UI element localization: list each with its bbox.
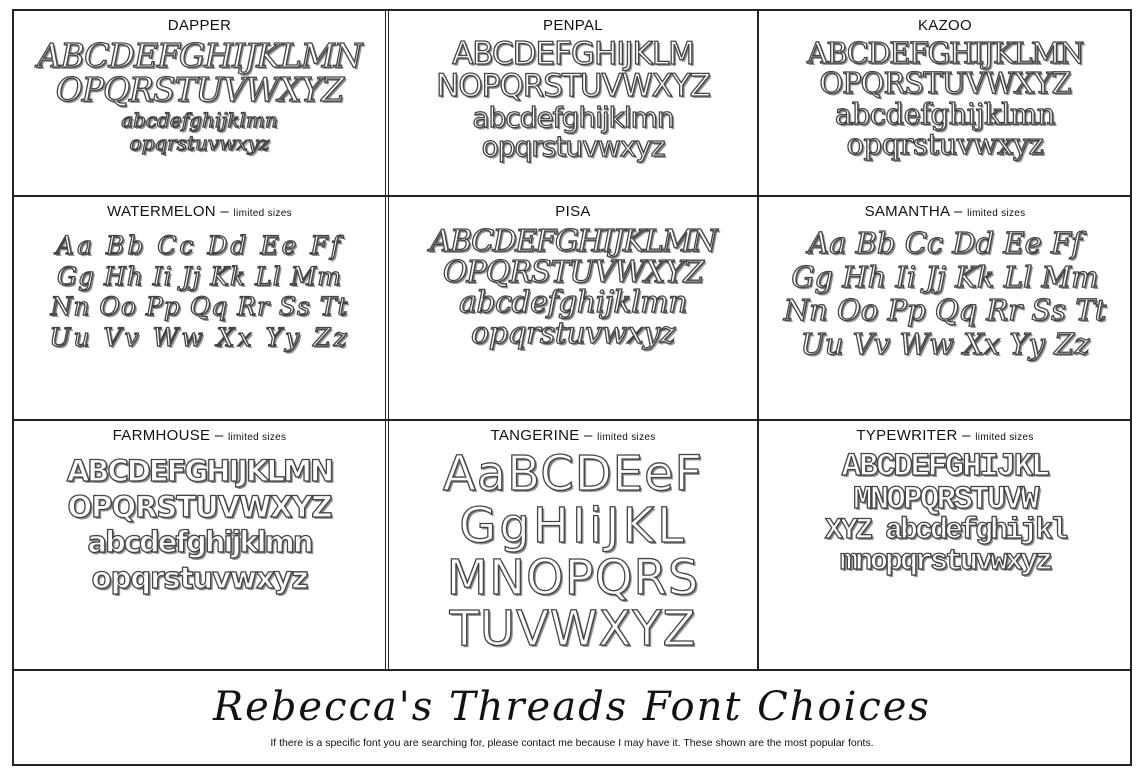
font-sample-line: GgHIiJKL bbox=[459, 497, 687, 554]
font-cell-penpal bbox=[389, 11, 757, 195]
font-sample-line: XYZ abcdefghijkl bbox=[824, 514, 1066, 549]
font-sample-line: opqrstuvwxyz bbox=[471, 315, 675, 351]
grid-divider bbox=[385, 11, 389, 671]
font-sample-line: OPQRSTUVWXYZ bbox=[819, 65, 1071, 100]
font-sample-line: Aa Bb Cc Dd Ee Ff bbox=[808, 226, 1082, 260]
font-sample-line: opqrstuvwxyz bbox=[129, 130, 270, 155]
font-sample-line: ABCDEFGHIJKL bbox=[841, 448, 1049, 485]
font-sample-line: Uu Vv Ww Xx Yy Zz bbox=[49, 322, 350, 352]
font-sample-line: MNOPQRSTUVW bbox=[853, 480, 1037, 518]
font-cell-typewriter bbox=[760, 421, 1130, 671]
font-chart-sheet bbox=[12, 9, 1132, 766]
font-title: WATERMELON – limited sizes bbox=[107, 203, 292, 220]
font-cell-dapper bbox=[14, 11, 385, 195]
font-sample-line: abcdefghijklmn bbox=[121, 108, 278, 133]
font-sample-line: Aa Bb Cc Dd Ee Ff bbox=[56, 231, 343, 260]
font-cell-pisa bbox=[389, 197, 757, 419]
font-title: PISA bbox=[555, 203, 591, 220]
grid-divider bbox=[14, 195, 1130, 197]
font-sample-line: Uu Vv Ww Xx Yy Zz bbox=[800, 326, 1090, 361]
font-cell-kazoo bbox=[760, 11, 1130, 195]
font-title: PENPAL bbox=[543, 17, 603, 34]
font-sample-line: abcdefghijklmn bbox=[834, 97, 1056, 132]
font-cell-tangerine bbox=[389, 421, 757, 671]
font-sample-line: OPQRSTUVWXYZ bbox=[55, 69, 344, 109]
font-title: DAPPER bbox=[167, 17, 232, 34]
footer bbox=[14, 671, 1130, 764]
font-sample-line: OPQRSTUVWXYZ bbox=[442, 254, 704, 290]
font-sample-line: ABCDEFGHIJKLMN bbox=[66, 454, 333, 488]
font-sample-line: NOPQRSTUVWXYZ bbox=[436, 67, 710, 104]
font-sample-line: Gg Hh Ii Jj Kk Ll Mm bbox=[57, 261, 342, 291]
font-sample-line: ABCDEFGHIJKLMN bbox=[37, 36, 362, 75]
font-sample-line: ABCDEFGHIJKLMN bbox=[429, 224, 717, 259]
font-sample-line: TUVWXYZ bbox=[449, 601, 697, 658]
font-sample-line: Gg Hh Ii Jj Kk Ll Mm bbox=[791, 259, 1099, 294]
grid-divider bbox=[757, 11, 759, 671]
font-title: KAZOO bbox=[917, 17, 972, 34]
font-grid bbox=[14, 11, 1130, 671]
font-title: SAMANTHA – limited sizes bbox=[864, 203, 1026, 220]
font-sample-line: abcdefghijklmn bbox=[87, 525, 312, 560]
font-sample-line: abcdefghijklmn bbox=[459, 285, 687, 321]
grid-divider bbox=[14, 419, 1130, 421]
font-title: TYPEWRITER – limited sizes bbox=[856, 427, 1034, 444]
footer-note: If there is a specific font you are searching for, please contact me because I may have it. These shown are the most popular fonts. bbox=[270, 737, 874, 749]
font-title: TANGERINE – limited sizes bbox=[490, 427, 656, 444]
font-sample-line: opqrstuvwxyz bbox=[91, 560, 308, 595]
font-sample-line: MNOPQRS bbox=[446, 549, 700, 606]
font-sample-line: opqrstuvwxyz bbox=[481, 129, 665, 163]
font-cell-farmhouse bbox=[14, 421, 385, 671]
font-sample-line: opqrstuvwxyz bbox=[846, 126, 1044, 161]
font-sample-line: Nn Oo Pp Qq Rr Ss Tt bbox=[50, 292, 349, 321]
font-title: FARMHOUSE – limited sizes bbox=[112, 427, 287, 444]
font-cell-samantha bbox=[760, 197, 1130, 419]
font-sample-line: OPQRSTUVWXYZ bbox=[67, 489, 332, 524]
font-sample-line: AaBCDEeF bbox=[442, 446, 704, 502]
font-sample-line: abcdefghijklmn bbox=[472, 101, 674, 135]
font-sample-line: Nn Oo Pp Qq Rr Ss Tt bbox=[783, 293, 1107, 328]
font-cell-watermelon bbox=[14, 197, 385, 419]
footer-title: Rebecca's Threads Font Choices bbox=[213, 684, 931, 730]
font-sample-line: mnopqrstuvwxyz bbox=[839, 544, 1051, 579]
font-sample-line: ABCDEFGHIJKLM bbox=[452, 36, 694, 72]
font-sample-line: ABCDEFGHIJKLMN bbox=[806, 36, 1084, 70]
